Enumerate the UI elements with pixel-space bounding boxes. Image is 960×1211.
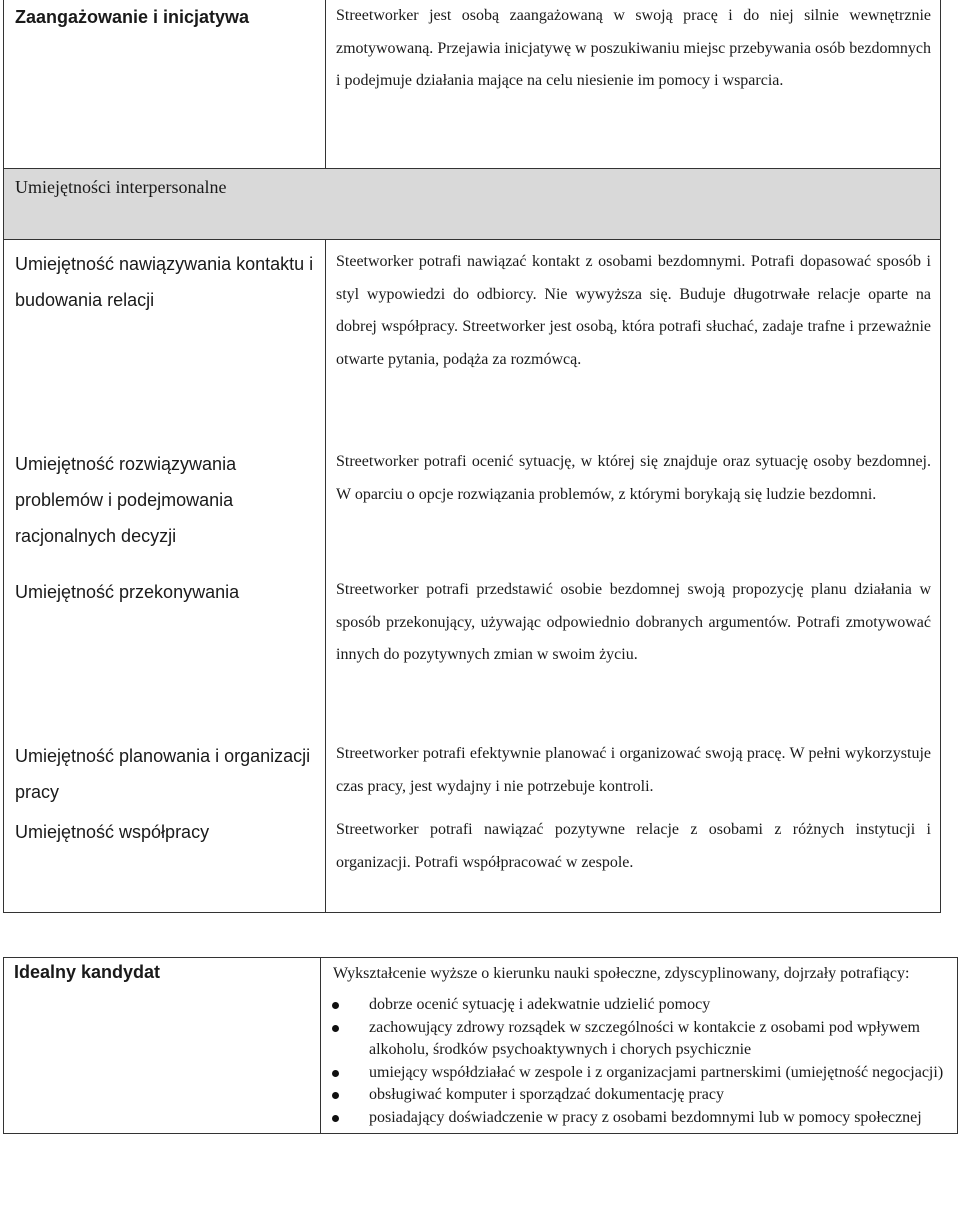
list-item: [321, 1084, 957, 1107]
competencies-table: [3, 0, 941, 913]
list-item: [321, 994, 957, 1017]
table-row: [4, 446, 941, 574]
list-item: [321, 1107, 957, 1130]
row-label-cell: [4, 814, 326, 913]
list-item: [321, 1062, 957, 1085]
row-description: Streetworker potrafi nawiązać pozytywne relacje z osobami z różnych instytucji i organizacji. Potrafi współpracować w zespole.: [336, 821, 931, 871]
row-description-cell: [326, 446, 941, 574]
section-title: Umiejętności interpersonalne: [15, 177, 227, 197]
table-row: [4, 240, 941, 447]
list-item-text: umiejący współdziałać w zespole i z organizacjami partnerskimi (umiejętność negocjacji): [369, 1063, 944, 1081]
table-row: [4, 738, 941, 814]
candidate-label: Idealny kandydat: [14, 962, 161, 982]
candidate-description-cell: [321, 958, 958, 1134]
section-header-row: [4, 169, 941, 240]
row-label: Umiejętność planowania i organizacji pracy: [15, 746, 311, 802]
row-label-cell: [4, 446, 326, 574]
row-description: Streetworker potrafi ocenić sytuację, w której się znajduje oraz sytuację osoby bezdomnej. W oparciu o opcje rozwiązania problemów, z którymi borykają się ludzie bezdomni.: [336, 453, 931, 503]
row-label: Umiejętność rozwiązywania problemów i podejmowania racjonalnych decyzji: [15, 454, 237, 546]
row-label: Umiejętność przekonywania: [15, 582, 240, 602]
row-description-cell: [326, 738, 941, 814]
bullet-icon: [332, 1002, 339, 1009]
row-label-cell: [4, 738, 326, 814]
candidate-intro: Wykształcenie wyższe o kierunku nauki społeczne, zdyscyplinowany, dojrzały potrafiący:: [333, 965, 910, 982]
bullet-icon: [332, 1115, 339, 1122]
list-item-text: dobrze ocenić sytuację i adekwatnie udzielić pomocy: [369, 996, 711, 1013]
row-description: Steetworker potrafi nawiązać kontakt z osobami bezdomnymi. Potrafi dopasować sposób i styl wypowiedzi do odbiorcy. Nie wywyższa się. Buduje długotrwałe relacje oparte na dobrej współpracy. Streetworker jest osobą, która potrafi słuchać, zadaje trafne i przeważnie otwarte pytania, podąża za rozmówcą.: [336, 253, 931, 368]
candidate-list: [321, 994, 957, 1129]
candidate-table: [3, 957, 958, 1134]
table-row: [4, 0, 941, 169]
list-item-text: obsługiwać komputer i sporządzać dokumentację pracy: [369, 1086, 724, 1103]
candidate-label-cell: [4, 958, 321, 1134]
row-description-cell: [326, 574, 941, 738]
row-description: Streetworker jest osobą zaangażowaną w swoją pracę i do niej silnie wewnętrznie zmotywowaną. Przejawia inicjatywę w poszukiwaniu miejsc przebywania osób bezdomnych i podejmuje działania mające na celu niesienie im pomocy i wsparcia.: [336, 7, 931, 89]
row-label: Umiejętność nawiązywania kontaktu i budowania relacji: [15, 254, 314, 310]
row-label: Zaangażowanie i inicjatywa: [15, 7, 250, 27]
list-item: [321, 1017, 957, 1062]
row-description-cell: [326, 0, 941, 169]
list-item-text: posiadający doświadczenie w pracy z osobami bezdomnymi lub w pomocy społecznej: [369, 1108, 922, 1126]
table-row: [4, 574, 941, 738]
row-label-cell: [4, 574, 326, 738]
row-description: Streetworker potrafi efektywnie planować i organizować swoją pracę. W pełni wykorzystuje czas pracy, jest wydajny i nie potrzebuje kontroli.: [336, 745, 931, 795]
row-label-cell: [4, 0, 326, 169]
section-header-cell: [4, 169, 941, 240]
row-description: Streetworker potrafi przedstawić osobie bezdomnej swoją propozycję planu działania w sposób przekonujący, używając odpowiednio dobranych argumentów. Potrafi zmotywować innych do pozytywnych zmian w swoim życiu.: [336, 581, 931, 663]
table-row: [4, 814, 941, 913]
bullet-icon: [332, 1070, 339, 1077]
row-description-cell: [326, 240, 941, 447]
row-label: Umiejętność współpracy: [15, 822, 210, 842]
bullet-icon: [332, 1025, 339, 1032]
row-label-cell: [4, 240, 326, 447]
row-description-cell: [326, 814, 941, 913]
table-row: [4, 958, 958, 1134]
bullet-icon: [332, 1092, 339, 1099]
list-item-text: zachowujący zdrowy rozsądek w szczególności w kontakcie z osobami pod wpływem alkoholu, środków psychoaktywnych i chorych psychicznie: [369, 1018, 920, 1058]
